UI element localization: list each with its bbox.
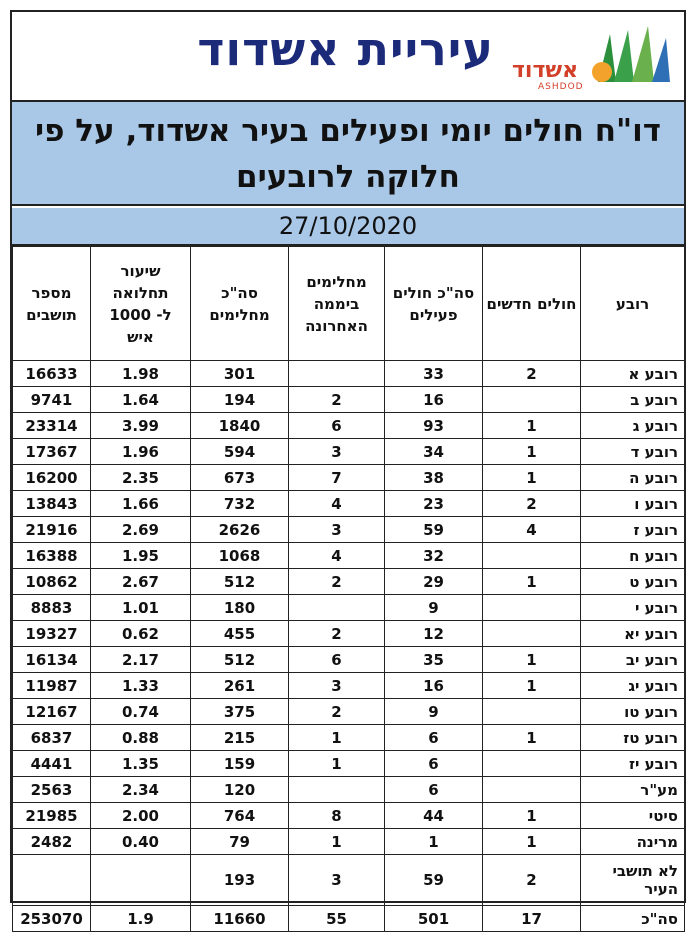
cell-rate bbox=[91, 855, 191, 906]
table-row bbox=[13, 413, 685, 439]
cell-rec-total: 455 bbox=[191, 621, 289, 647]
cell-new: 2 bbox=[483, 491, 581, 517]
cell-residents: 21916 bbox=[13, 517, 91, 543]
cell-new bbox=[483, 777, 581, 803]
cell-residents: 9741 bbox=[13, 387, 91, 413]
cell-quarter: מרינה bbox=[581, 829, 685, 855]
cell-rec24: 3 bbox=[289, 439, 385, 465]
cell-new: 1 bbox=[483, 803, 581, 829]
cell-new: 2 bbox=[483, 855, 581, 906]
cell-rec24: 2 bbox=[289, 699, 385, 725]
cell-active: 1 bbox=[385, 829, 483, 855]
cell-rate: 0.40 bbox=[91, 829, 191, 855]
cell-rate: 2.67 bbox=[91, 569, 191, 595]
cell-quarter: רובע טז bbox=[581, 725, 685, 751]
cell-rec24: 6 bbox=[289, 647, 385, 673]
cell-new bbox=[483, 543, 581, 569]
cell-rec-total: 215 bbox=[191, 725, 289, 751]
cell-residents: 8883 bbox=[13, 595, 91, 621]
cell-new: 17 bbox=[483, 906, 581, 932]
cell-quarter: סיטי bbox=[581, 803, 685, 829]
cell-rec-total: 1840 bbox=[191, 413, 289, 439]
cell-rate: 1.01 bbox=[91, 595, 191, 621]
cell-rec-total: 764 bbox=[191, 803, 289, 829]
cell-residents: 16633 bbox=[13, 361, 91, 387]
cell-active: 93 bbox=[385, 413, 483, 439]
cell-rate: 1.95 bbox=[91, 543, 191, 569]
cell-residents: 253070 bbox=[13, 906, 91, 932]
table-row bbox=[13, 517, 685, 543]
cell-active: 9 bbox=[385, 595, 483, 621]
report-title bbox=[12, 102, 684, 206]
cell-quarter: רובע ג bbox=[581, 413, 685, 439]
cell-active: 16 bbox=[385, 673, 483, 699]
cell-active: 38 bbox=[385, 465, 483, 491]
cell-active: 6 bbox=[385, 725, 483, 751]
cell-residents: 2482 bbox=[13, 829, 91, 855]
cell-quarter: מע"ר bbox=[581, 777, 685, 803]
cell-rec24: 3 bbox=[289, 673, 385, 699]
cell-residents: 4441 bbox=[13, 751, 91, 777]
cell-active: 9 bbox=[385, 699, 483, 725]
city-title: עיריית אשדוד bbox=[197, 22, 494, 76]
cell-quarter: רובע טו bbox=[581, 699, 685, 725]
header-rate-line: תחלואה bbox=[112, 283, 169, 302]
cell-quarter: רובע ח bbox=[581, 543, 685, 569]
table-header-row bbox=[13, 247, 685, 361]
cell-active: 29 bbox=[385, 569, 483, 595]
header-recovered-total: סה"כ מחלימים bbox=[191, 247, 289, 361]
cell-rec24: 4 bbox=[289, 491, 385, 517]
cell-rec24: 2 bbox=[289, 621, 385, 647]
cell-rec-total: 301 bbox=[191, 361, 289, 387]
cell-active: 34 bbox=[385, 439, 483, 465]
cell-residents: 21985 bbox=[13, 803, 91, 829]
cell-active: 23 bbox=[385, 491, 483, 517]
report-title-line-1: דו"ח חולים יומי ופעילים בעיר אשדוד, על פי bbox=[34, 113, 662, 149]
cell-rec-total: 512 bbox=[191, 647, 289, 673]
quarters-table bbox=[12, 246, 685, 932]
table-row bbox=[13, 465, 685, 491]
table-row bbox=[13, 803, 685, 829]
cell-residents: 16388 bbox=[13, 543, 91, 569]
cell-new: 1 bbox=[483, 413, 581, 439]
cell-new bbox=[483, 751, 581, 777]
cell-rec24: 8 bbox=[289, 803, 385, 829]
cell-rec24: 4 bbox=[289, 543, 385, 569]
cell-rate: 1.35 bbox=[91, 751, 191, 777]
cell-residents: 16134 bbox=[13, 647, 91, 673]
table-row bbox=[13, 387, 685, 413]
cell-new: 1 bbox=[483, 465, 581, 491]
cell-quarter: רובע יג bbox=[581, 673, 685, 699]
cell-rec-total: 180 bbox=[191, 595, 289, 621]
cell-new bbox=[483, 621, 581, 647]
header-rate-line: ל- 1000 bbox=[109, 305, 172, 324]
cell-active: 501 bbox=[385, 906, 483, 932]
cell-rate: 0.74 bbox=[91, 699, 191, 725]
table-row bbox=[13, 673, 685, 699]
cell-new: 1 bbox=[483, 725, 581, 751]
cell-quarter: רובע ז bbox=[581, 517, 685, 543]
cell-quarter: רובע יא bbox=[581, 621, 685, 647]
cell-rate: 1.33 bbox=[91, 673, 191, 699]
cell-new: 1 bbox=[483, 673, 581, 699]
cell-rec24: 7 bbox=[289, 465, 385, 491]
cell-active: 32 bbox=[385, 543, 483, 569]
cell-quarter: לא תושבי העיר bbox=[581, 855, 685, 906]
cell-new bbox=[483, 387, 581, 413]
cell-active: 6 bbox=[385, 751, 483, 777]
cell-rec-total: 79 bbox=[191, 829, 289, 855]
cell-rec-total: 120 bbox=[191, 777, 289, 803]
header-residents: מספר תושבים bbox=[13, 247, 91, 361]
cell-rec-total: 375 bbox=[191, 699, 289, 725]
cell-rate: 1.98 bbox=[91, 361, 191, 387]
cell-rec24: 3 bbox=[289, 517, 385, 543]
cell-rec-total: 159 bbox=[191, 751, 289, 777]
cell-rec24: 1 bbox=[289, 829, 385, 855]
cell-rec24: 2 bbox=[289, 387, 385, 413]
cell-new: 1 bbox=[483, 829, 581, 855]
logo-subtext: ASHDOD bbox=[538, 82, 584, 92]
cell-residents: 13843 bbox=[13, 491, 91, 517]
report-title-line-2: חלוקה לרובעים bbox=[236, 159, 460, 195]
table-row bbox=[13, 751, 685, 777]
table-total-row bbox=[13, 906, 685, 932]
table-row bbox=[13, 491, 685, 517]
cell-rec24 bbox=[289, 595, 385, 621]
cell-residents: 16200 bbox=[13, 465, 91, 491]
cell-active: 12 bbox=[385, 621, 483, 647]
cell-rec-total: 732 bbox=[191, 491, 289, 517]
table-row bbox=[13, 829, 685, 855]
cell-new: 1 bbox=[483, 569, 581, 595]
cell-quarter: סה"כ bbox=[581, 906, 685, 932]
cell-rec-total: 512 bbox=[191, 569, 289, 595]
table-row bbox=[13, 543, 685, 569]
cell-rec-total: 2626 bbox=[191, 517, 289, 543]
cell-new bbox=[483, 699, 581, 725]
cell-rate: 0.88 bbox=[91, 725, 191, 751]
cell-rate: 3.99 bbox=[91, 413, 191, 439]
table-row bbox=[13, 725, 685, 751]
cell-quarter: רובע יב bbox=[581, 647, 685, 673]
cell-residents: 6837 bbox=[13, 725, 91, 751]
report-date: 27/10/2020 bbox=[12, 208, 684, 246]
cell-quarter: רובע ד bbox=[581, 439, 685, 465]
cell-residents: 10862 bbox=[13, 569, 91, 595]
header-rate-line: שיעור bbox=[120, 261, 161, 280]
header-active-total: סה"כ חולים פעילים bbox=[385, 247, 483, 361]
cell-rec-total: 11660 bbox=[191, 906, 289, 932]
cell-new bbox=[483, 595, 581, 621]
cell-rate: 2.17 bbox=[91, 647, 191, 673]
cell-new: 4 bbox=[483, 517, 581, 543]
table-row bbox=[13, 855, 685, 906]
cell-rec24 bbox=[289, 361, 385, 387]
table-row bbox=[13, 569, 685, 595]
cell-active: 44 bbox=[385, 803, 483, 829]
logo-text: אשדוד bbox=[512, 58, 579, 83]
cell-rate: 2.69 bbox=[91, 517, 191, 543]
cell-rec-total: 594 bbox=[191, 439, 289, 465]
cell-rec24: 55 bbox=[289, 906, 385, 932]
header bbox=[12, 12, 684, 102]
cell-residents bbox=[13, 855, 91, 906]
cell-rate: 0.62 bbox=[91, 621, 191, 647]
cell-active: 35 bbox=[385, 647, 483, 673]
cell-quarter: רובע י bbox=[581, 595, 685, 621]
cell-rec24 bbox=[289, 777, 385, 803]
cell-rate: 1.96 bbox=[91, 439, 191, 465]
cell-residents: 2563 bbox=[13, 777, 91, 803]
cell-rec24: 2 bbox=[289, 569, 385, 595]
cell-quarter: רובע ה bbox=[581, 465, 685, 491]
table-row bbox=[13, 699, 685, 725]
cell-active: 33 bbox=[385, 361, 483, 387]
cell-rec-total: 1068 bbox=[191, 543, 289, 569]
cell-rec24: 1 bbox=[289, 725, 385, 751]
cell-rate: 2.35 bbox=[91, 465, 191, 491]
cell-active: 16 bbox=[385, 387, 483, 413]
cell-active: 59 bbox=[385, 517, 483, 543]
cell-rec-total: 194 bbox=[191, 387, 289, 413]
cell-rate: 2.00 bbox=[91, 803, 191, 829]
table-row bbox=[13, 647, 685, 673]
ashdod-logo bbox=[512, 24, 672, 92]
cell-new: 1 bbox=[483, 647, 581, 673]
cell-rate: 1.64 bbox=[91, 387, 191, 413]
cell-residents: 23314 bbox=[13, 413, 91, 439]
cell-quarter: רובע ב bbox=[581, 387, 685, 413]
cell-rec24: 6 bbox=[289, 413, 385, 439]
header-infection-rate bbox=[91, 247, 191, 361]
cell-new: 2 bbox=[483, 361, 581, 387]
header-quarter: רובע bbox=[581, 247, 685, 361]
report-page bbox=[10, 10, 686, 928]
header-rate-line: איש bbox=[127, 327, 154, 346]
header-new-patients: חולים חדשים bbox=[483, 247, 581, 361]
cell-residents: 12167 bbox=[13, 699, 91, 725]
table-row bbox=[13, 621, 685, 647]
cell-rec-total: 673 bbox=[191, 465, 289, 491]
cell-residents: 19327 bbox=[13, 621, 91, 647]
cell-residents: 11987 bbox=[13, 673, 91, 699]
cell-quarter: רובע א bbox=[581, 361, 685, 387]
cell-active: 6 bbox=[385, 777, 483, 803]
cell-rec24: 1 bbox=[289, 751, 385, 777]
cell-residents: 17367 bbox=[13, 439, 91, 465]
cell-rate: 1.66 bbox=[91, 491, 191, 517]
cell-rec-total: 261 bbox=[191, 673, 289, 699]
cell-rate: 1.9 bbox=[91, 906, 191, 932]
cell-quarter: רובע יז bbox=[581, 751, 685, 777]
cell-rec24: 3 bbox=[289, 855, 385, 906]
header-recovered-24h: מחלימים ביממה האחרונה bbox=[289, 247, 385, 361]
table-row bbox=[13, 595, 685, 621]
cell-quarter: רובע ט bbox=[581, 569, 685, 595]
cell-new: 1 bbox=[483, 439, 581, 465]
cell-quarter: רובע ו bbox=[581, 491, 685, 517]
cell-active: 59 bbox=[385, 855, 483, 906]
cell-rate: 2.34 bbox=[91, 777, 191, 803]
table-row bbox=[13, 361, 685, 387]
table-row bbox=[13, 777, 685, 803]
table-row bbox=[13, 439, 685, 465]
cell-rec-total: 193 bbox=[191, 855, 289, 906]
